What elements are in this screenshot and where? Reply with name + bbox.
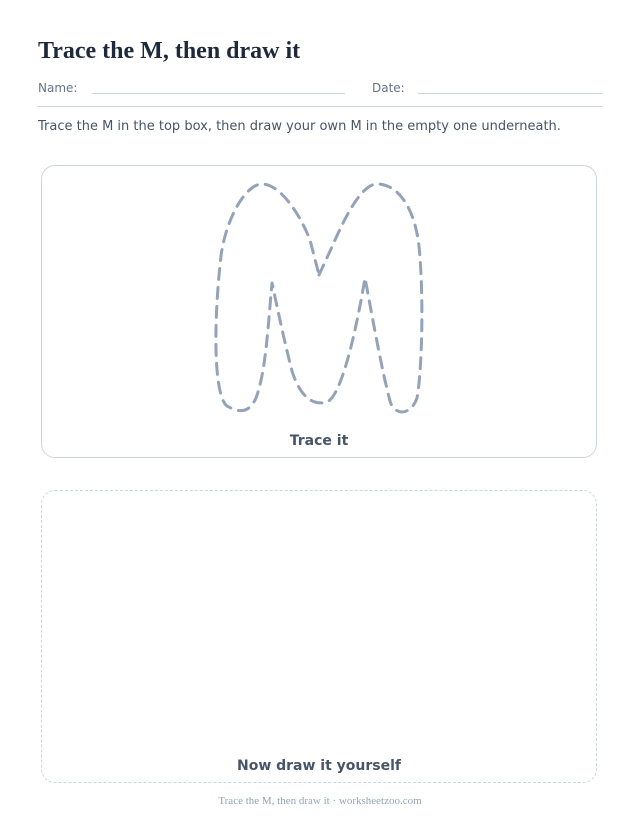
- dashed-letter-m[interactable]: [42, 166, 598, 459]
- instruction-text: Trace the M in the top box, then draw your own M in the empty one underneath.: [38, 119, 561, 134]
- letter-m-dashed-outline: [216, 184, 422, 412]
- trace-caption: Trace it: [289, 433, 349, 449]
- name-write-line[interactable]: [92, 93, 345, 94]
- date-write-line[interactable]: [418, 93, 602, 94]
- worksheet-title: Trace the M, then draw it: [38, 38, 301, 64]
- trace-box[interactable]: [41, 165, 597, 458]
- draw-caption: Now draw it yourself: [236, 758, 402, 774]
- date-label: Date:: [372, 81, 405, 95]
- name-label: Name:: [38, 81, 78, 95]
- draw-box[interactable]: [41, 490, 597, 783]
- name-date-row: [38, 78, 602, 107]
- footer-credit: Trace the M, then draw it · worksheetzoo.com: [218, 795, 422, 807]
